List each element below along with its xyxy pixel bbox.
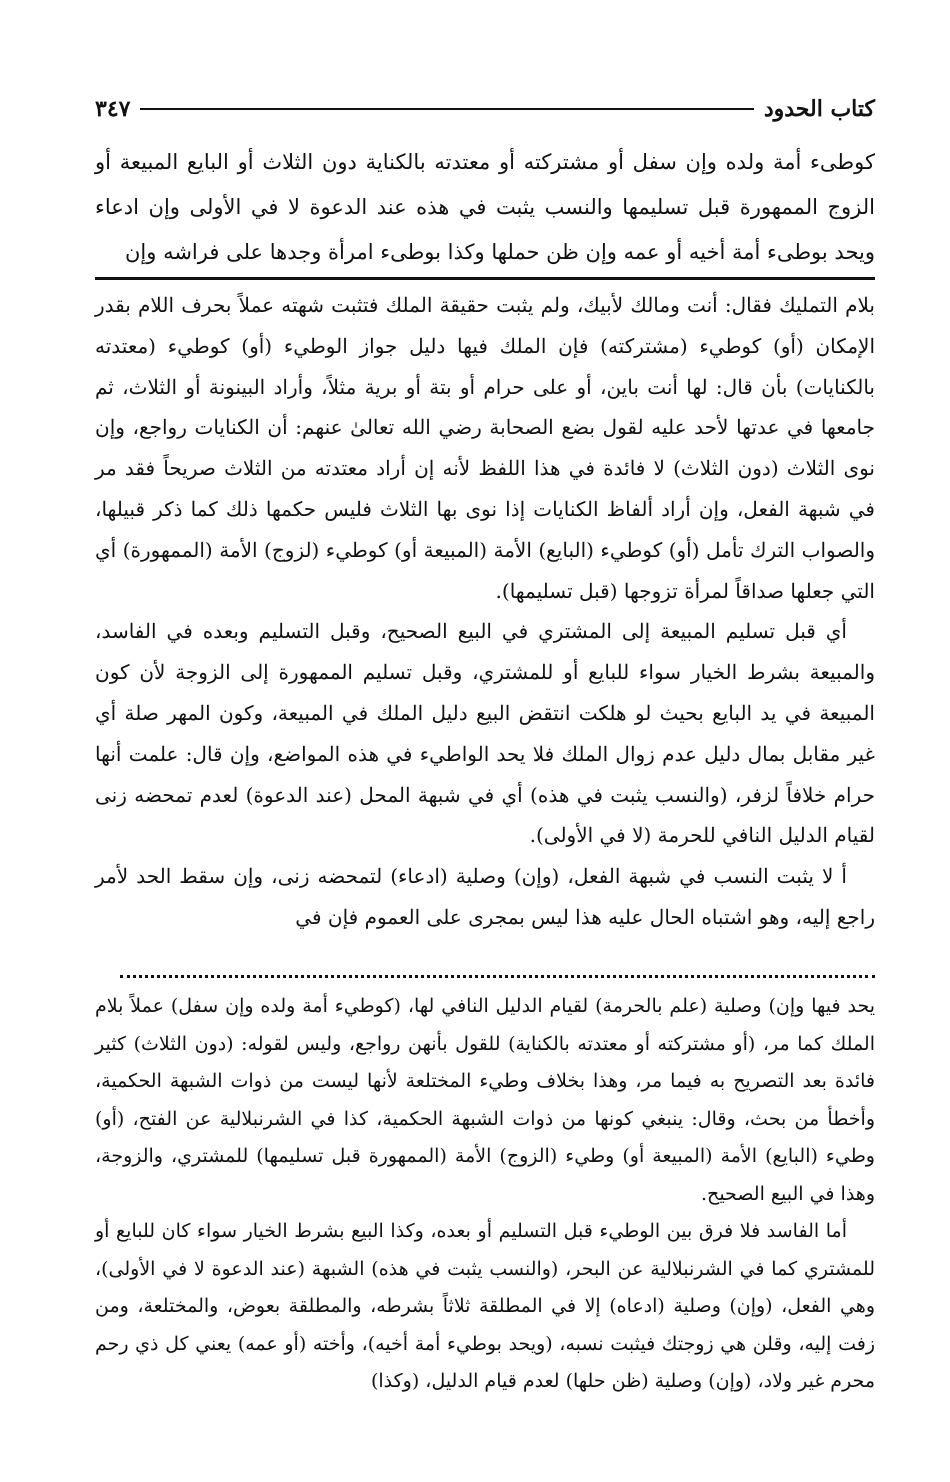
sharh-commentary-block <box>95 285 875 938</box>
sharh-paragraph-1: بلام التمليك فقال: أنت ومالك لأبيك، ولم يثبت حقيقة الملك فتثبت شهته عملاً بحرف اللام بقدر الإمكان (أو) كوطيء (مشتركته) فإن الملك فيها دليل جواز الوطيء (أو) كوطيء (معتدته بالكنايات) بأن قال: لها أنت باين، أو على حرام أو بتة أو برية مثلاً، وأراد البينونة أو الثلاث، ثم جامعها في عدتها لأحد عليه لقول بضع الصحابة رضي الله تعالىٰ عنهم: أن الكنايات رواجع، وإن نوى الثلاث (دون الثلاث) لا فائدة في هذا اللفظ لأنه إن أراد معتدته من الثلاث صريحاً فقد مر في شبهة الفعل، وإن أراد ألفاظ الكنايات إذا نوى بها الثلاث فليس حكمها ذلك كما ذكر قبيلها، والصواب الترك تأمل (أو) كوطيء (البايع) الأمة (المبيعة أو) كوطيء (لزوج) الأمة (الممهورة) أي التي جعلها صداقاً لمرأة تزوجها (قبل تسليمها). <box>95 293 875 603</box>
hashiya-paragraph-2: أما الفاسد فلا فرق بين الوطيء قبل التسليم أو بعده، وكذا البيع بشرط الخيار سواء كان للبايع أو للمشتري كما في الشرنبلالية عن البحر، (والنسب يثبت في هذه) الشبهة (عند الدعوة لا في الأولى)، وهي الفعل، (وإن) وصلية (ادعاه) إلا في المطلقة ثلاثاً بشرطه، والمطلقة بعوض، والمختلعة، ومن زفت إليه، وقلن هي زوجتك فيثبت نسبه، (ويحد بوطيء أمة أخيه)، وأخته (أو عمه) يعني كل ذي رحم محرم غير ولاد، (وإن) وصلية (ظن حلها) لعدم قيام الدليل، (وكذا) <box>95 1220 875 1392</box>
matn-text-block <box>95 140 875 275</box>
book-title: كتاب الحدود <box>763 96 875 122</box>
header-rule <box>140 108 753 110</box>
sharh-paragraph-3: أ لا يثبت النسب في شبهة الفعل، (وإن) وصلية (ادعاء) لتمحضه زنى، وإن سقط الحد لأمر راجع إليه، وهو اشتباه الحال عليه هذا ليس بمجرى على العموم فإن في <box>95 864 875 929</box>
matn-separator-rule <box>95 277 875 280</box>
sharh-paragraph-2: أي قبل تسليم المبيعة إلى المشتري في البيع الصحيح، وقبل التسليم وبعده في الفاسد، والمبيعة بشرط الخيار سواء للبايع أو للمشتري، وقبل تسليم الممهورة إلى الزوجة لأن كون المبيعة في يد البايع بحيث لو هلكت انتقض البيع دليل الملك في المبيعة، وكون المهر صلة أي غير مقابل بمال دليل عدم زوال الملك فلا يحد الواطيء في هذه المواضع، وإن قال: علمت أنها حرام خلافاً لزفر، (والنسب يثبت في هذه) أي في شبهة المحل (عند الدعوة) لعدم تمحضه زنى لقيام الدليل النافي للحرمة (لا في الأولى). <box>95 619 875 848</box>
matn-paragraph: كوطىء أمة ولده وإن سفل أو مشتركته أو معتدته بالكناية دون الثلاث أو البايع المبيعة أو الزوج الممهورة قبل تسليمها والنسب يثبت في هذه عند الدعوة لا في الأولى وإن ادعاء ويحد بوطىء أمة أخيه أو عمه وإن ظن حملها وكذا بوطىء امرأة وجدها على فراشه وإن <box>95 150 875 264</box>
hashiya-footnote-block <box>95 988 875 1401</box>
running-header <box>95 92 875 126</box>
page-number: ٣٤٧ <box>95 96 131 122</box>
dotted-separator <box>120 975 875 978</box>
hashiya-paragraph-1: يحد فيها وإن) وصلية (علم بالحرمة) لقيام الدليل النافي لها، (كوطيء أمة ولده وإن سفل) عملاً بلام الملك كما مر، (أو مشتركته أو معتدته بالكناية) للقول بأنهن رواجع، وليس لقوله: (دون الثلاث) كثير فائدة بعد التصريح به فيما مر، وهذا بخلاف وطيء المختلعة لأنها ليست من ذوات الشبهة الحكمية، وأخطأ من بحث، وقال: ينبغي كونها من ذوات الشبهة الحكمية، كذا في الشرنبلالية عن الفتح، (أو) وطيء (البايع) الأمة (المبيعة أو) وطيء (الزوج) الأمة (الممهورة قبل تسليمها) للمشتري، والزوجة، وهذا في البيع الصحيح. <box>95 995 875 1205</box>
